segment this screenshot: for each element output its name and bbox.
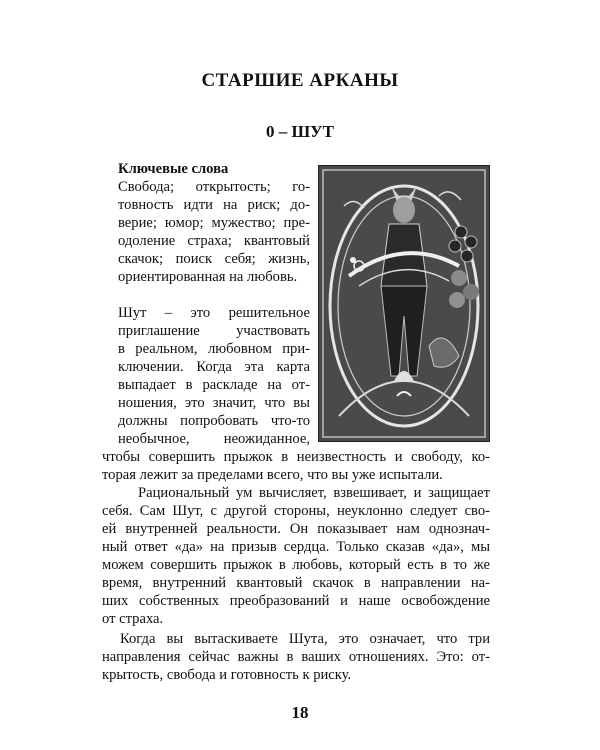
paragraph-2 <box>102 484 490 628</box>
text-line: время, внутренний квантовый скачок в направлении на- <box>102 575 490 591</box>
text-line: от страха. <box>102 611 164 627</box>
text-line: ших собственных преобразований и наше освобождение <box>102 593 490 609</box>
text-line: крытость, свобода и готовность к риску. <box>102 667 352 683</box>
section-title: 0 – ШУТ <box>266 122 334 141</box>
keywords-paragraph <box>118 178 310 286</box>
text-line: чтобы совершить прыжок в неизвестность и свободу, ко- <box>102 449 490 465</box>
text-line: товность идти на риск; до- <box>118 197 310 213</box>
text-line: приглашение участвовать <box>118 323 310 339</box>
text-line: ей внутренней реальности. Он показывает нам однознач- <box>102 521 490 537</box>
text-line: должны попробовать что-то <box>118 413 310 429</box>
text-line: необычное, неожиданное, <box>118 431 310 447</box>
text-line: одоление страха; квантовый <box>118 233 310 249</box>
page-number: 18 <box>291 703 309 722</box>
text-line: в реальном, любовном при- <box>118 341 310 357</box>
text-line: выпадает в раскладе на от- <box>118 377 310 393</box>
left-column <box>118 160 310 448</box>
text-line: себя. Сам Шут, с другой стороны, неуклонно следует сво- <box>102 503 490 519</box>
text-line: Свобода; открытость; го- <box>118 179 310 195</box>
keywords-heading: Ключевые слова <box>118 161 229 177</box>
paragraph-3 <box>102 630 490 684</box>
text-line: ношения, это значит, что вы <box>118 395 310 411</box>
text-line: скачок; поиск себя; жизнь, <box>118 251 310 267</box>
text-line: верие; юмор; мужество; пре- <box>118 215 310 231</box>
text-line: Рациональный ум вычисляет, взвешивает, и защищает <box>138 485 490 501</box>
text-line: торая лежит за пределами всего, что вы уже испытали. <box>102 467 443 483</box>
text-line: направления сейчас важны в ваших отношениях. Это: от- <box>102 649 490 665</box>
chapter-title: СТАРШИЕ АРКАНЫ <box>201 70 399 91</box>
text-line: Шут – это решительное <box>118 305 310 321</box>
text-line: Когда вы вытаскиваете Шута, это означает, что три <box>120 631 490 647</box>
text-line: ключении. Когда эта карта <box>118 359 310 375</box>
paragraph-1 <box>118 304 310 448</box>
text-line: ный ответ «да» на призыв сердца. Только сказав «да», мы <box>102 539 490 555</box>
paragraph-1-continued <box>102 448 490 484</box>
text-line: ориентированная на любовь. <box>118 269 298 285</box>
fool-tarot-card-illustration <box>318 165 490 442</box>
text-line: можем совершить прыжок в любовь, который есть в то же <box>102 557 490 573</box>
